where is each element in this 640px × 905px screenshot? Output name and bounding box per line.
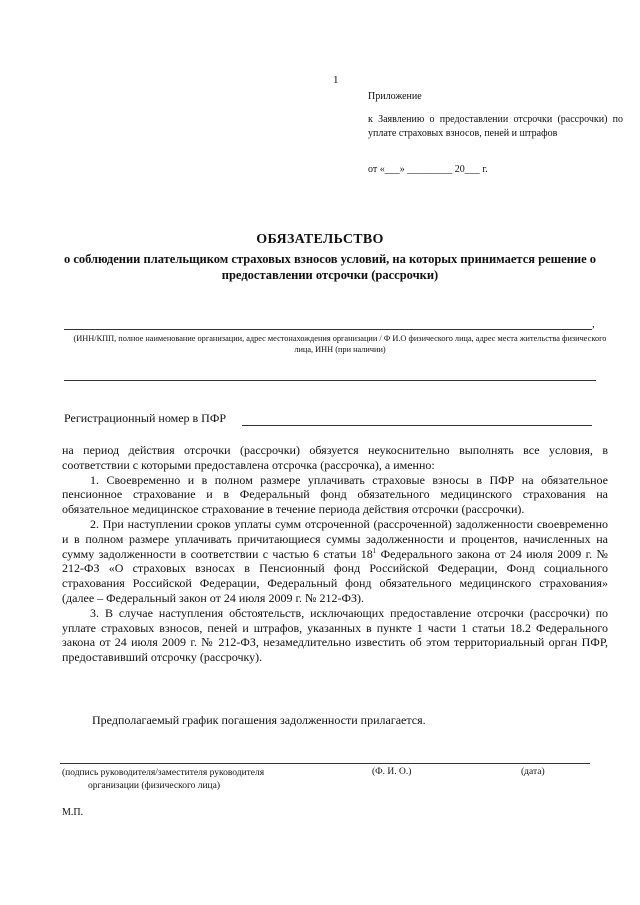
obligation-item-3: 3. В случае наступления обстоятельств, исключающих предоставление отсрочки (рассрочки) по уплате страховых взносов, пеней и штрафов, указанных в пункте 1 части 1 статьи 18.2 Федерального закона от 24 июля 2009 г. № 212-ФЗ, незамедлительно известить об этом территориальный орган ПФР, предоставивший отсрочку (рассрочку). bbox=[62, 605, 608, 665]
item-2-text-a: 2. При наступлении сроков уплаты сумм отсроченной (рассроченной) задолженности своевременно и в полном размере уплачивать причитающиеся суммы задолженности и процентов, начисленных на сумму задолженности в соответствии с частью 6 статьи 18 bbox=[62, 516, 608, 561]
signer-caption bbox=[62, 767, 264, 793]
appendix-reference: к Заявлению о предоставлении отсрочки (рассрочки) по уплате страховых взносов, пеней и штрафов bbox=[368, 114, 623, 139]
signer-caption-line-1: (подпись руководителя/заместителя руководителя bbox=[62, 768, 265, 778]
org-info-caption: (ИНН/КПП, полное наименование организации, адрес местонахождения организации / Ф И.О физического лица, адрес места жительства физического лица, ИНН (при наличии) bbox=[73, 334, 607, 354]
registration-label: Регистрационный номер в ПФР bbox=[64, 411, 226, 425]
org-info-line-2 bbox=[64, 380, 596, 381]
date-caption: (дата) bbox=[521, 767, 545, 777]
appendix-label: Приложение bbox=[368, 91, 422, 102]
signer-caption-line-2: организации (физического лица) bbox=[88, 781, 221, 791]
obligation-body bbox=[62, 443, 608, 665]
obligation-item-1: 1. Своевременно и в полном размере уплачивать страховые взносы в ПФР на обязательное пенсионное страхование и в Федеральный фонд обязательного медицинского страхования на обязательное медицинское страхование в течение периода действия отсрочки (рассрочки). bbox=[62, 472, 608, 517]
org-info-comma: , bbox=[592, 318, 595, 330]
page-number: 1 bbox=[333, 74, 339, 86]
obligation-item-2 bbox=[62, 517, 608, 606]
appendix-date-line: от «___» _________ 20___ г. bbox=[368, 164, 488, 175]
item-2-superscript: 1 bbox=[372, 546, 377, 555]
document-subtitle: о соблюдении плательщиком страховых взносов условий, на которых принимается решение о предоставлении отсрочки (рассрочки) bbox=[63, 252, 597, 282]
document-title: ОБЯЗАТЕЛЬСТВО bbox=[256, 232, 384, 247]
schedule-note: Предполагаемый график погашения задолженности прилагается. bbox=[92, 713, 426, 727]
stamp-label: М.П. bbox=[62, 807, 84, 818]
fio-caption: (Ф. И. О.) bbox=[372, 767, 412, 777]
registration-line bbox=[242, 425, 592, 426]
item-2-text-b: Федерального закона от 24 июля 2009 г. № 212-ФЗ «О страховых взносах в Пенсионный фонд Российской Федерации, Фонд социального страхования Российской Федерации, Федеральный фонд обязательного медицинского страхования» (далее – Федеральный закон от 24 июля 2009 г. № 212-ФЗ). bbox=[62, 546, 608, 605]
org-info-line bbox=[64, 329, 592, 330]
signature-line bbox=[60, 763, 590, 764]
intro-paragraph: на период действия отсрочки (рассрочки) обязуется неукоснительно выполнять все условия, в соответствии с которыми предоставлена отсрочка (рассрочка), а именно: bbox=[62, 443, 608, 472]
